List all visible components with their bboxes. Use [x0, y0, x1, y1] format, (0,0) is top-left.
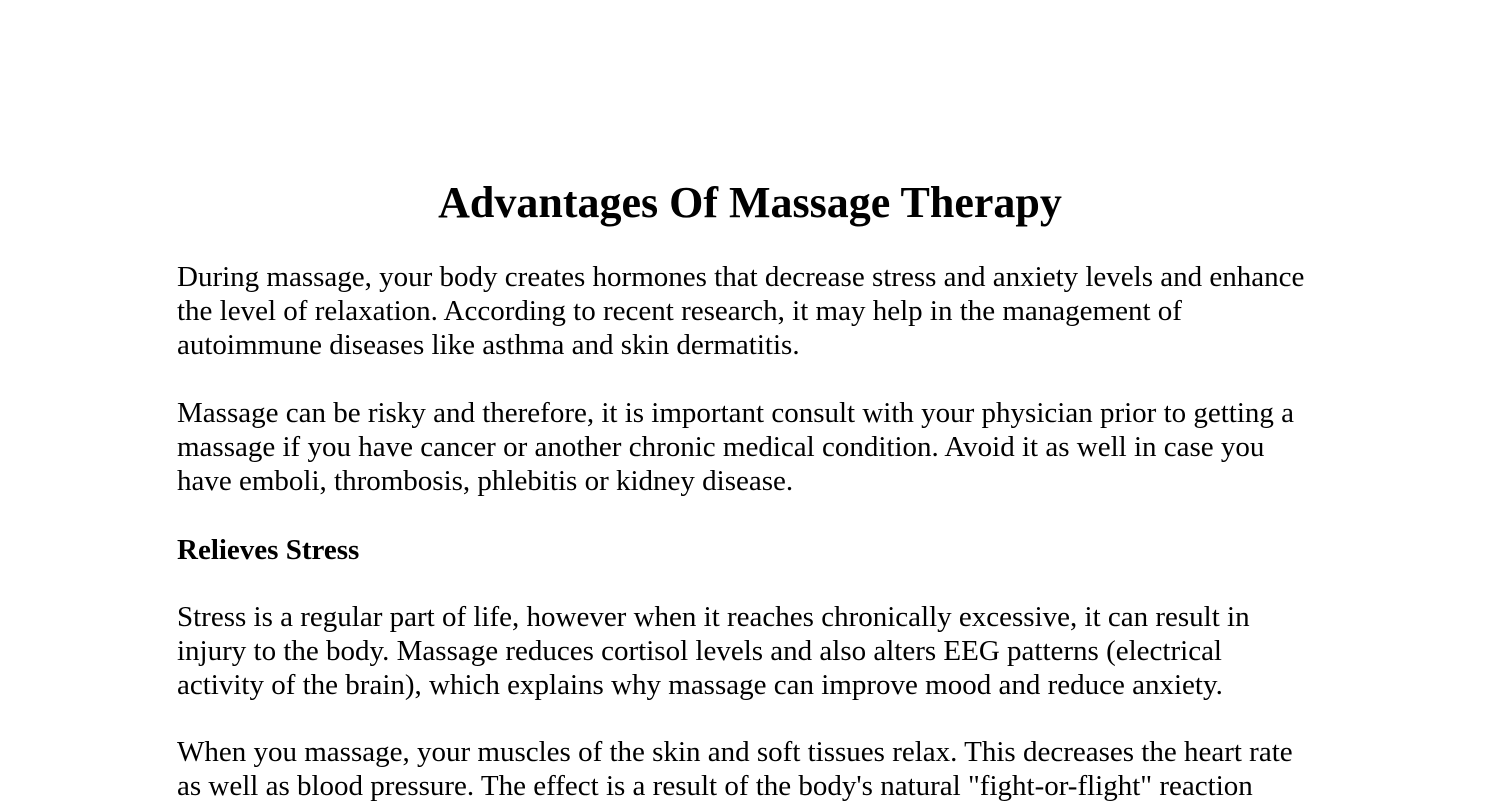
paragraph-stress: [177, 600, 1337, 702]
paragraph-line: Stress is a regular part of life, however when it reaches chronically excessive, it can result in: [177, 601, 1250, 633]
paragraph-risk: [177, 396, 1337, 498]
paragraph-line: as well as blood pressure. The effect is a result of the body's natural "fight-or-flight" reaction: [177, 770, 1253, 802]
paragraph-line: During massage, your body creates hormones that decrease stress and anxiety levels and enhance: [177, 261, 1305, 293]
paragraph-line: have emboli, thrombosis, phlebitis or kidney disease.: [177, 465, 794, 497]
paragraph-line: When you massage, your muscles of the skin and soft tissues relax. This decreases the heart rate: [177, 736, 1293, 768]
paragraph-line: Massage can be risky and therefore, it is important consult with your physician prior to getting a: [177, 397, 1295, 429]
paragraph-line: the level of relaxation. According to recent research, it may help in the management of: [177, 295, 1182, 327]
paragraph-line: activity of the brain), which explains why massage can improve mood and reduce anxiety.: [177, 669, 1223, 701]
paragraph-relax: [177, 735, 1337, 803]
document-title: Advantages Of Massage Therapy: [438, 178, 1062, 227]
paragraph-line: autoimmune diseases like asthma and skin dermatitis.: [177, 329, 800, 361]
paragraph-line: injury to the body. Massage reduces cortisol levels and also alters EEG patterns (electrical: [177, 635, 1222, 667]
paragraph-intro: [177, 260, 1337, 362]
paragraph-line: massage if you have cancer or another chronic medical condition. Avoid it as well in case you: [177, 431, 1265, 463]
section-heading-relieves-stress: Relieves Stress: [177, 534, 360, 566]
